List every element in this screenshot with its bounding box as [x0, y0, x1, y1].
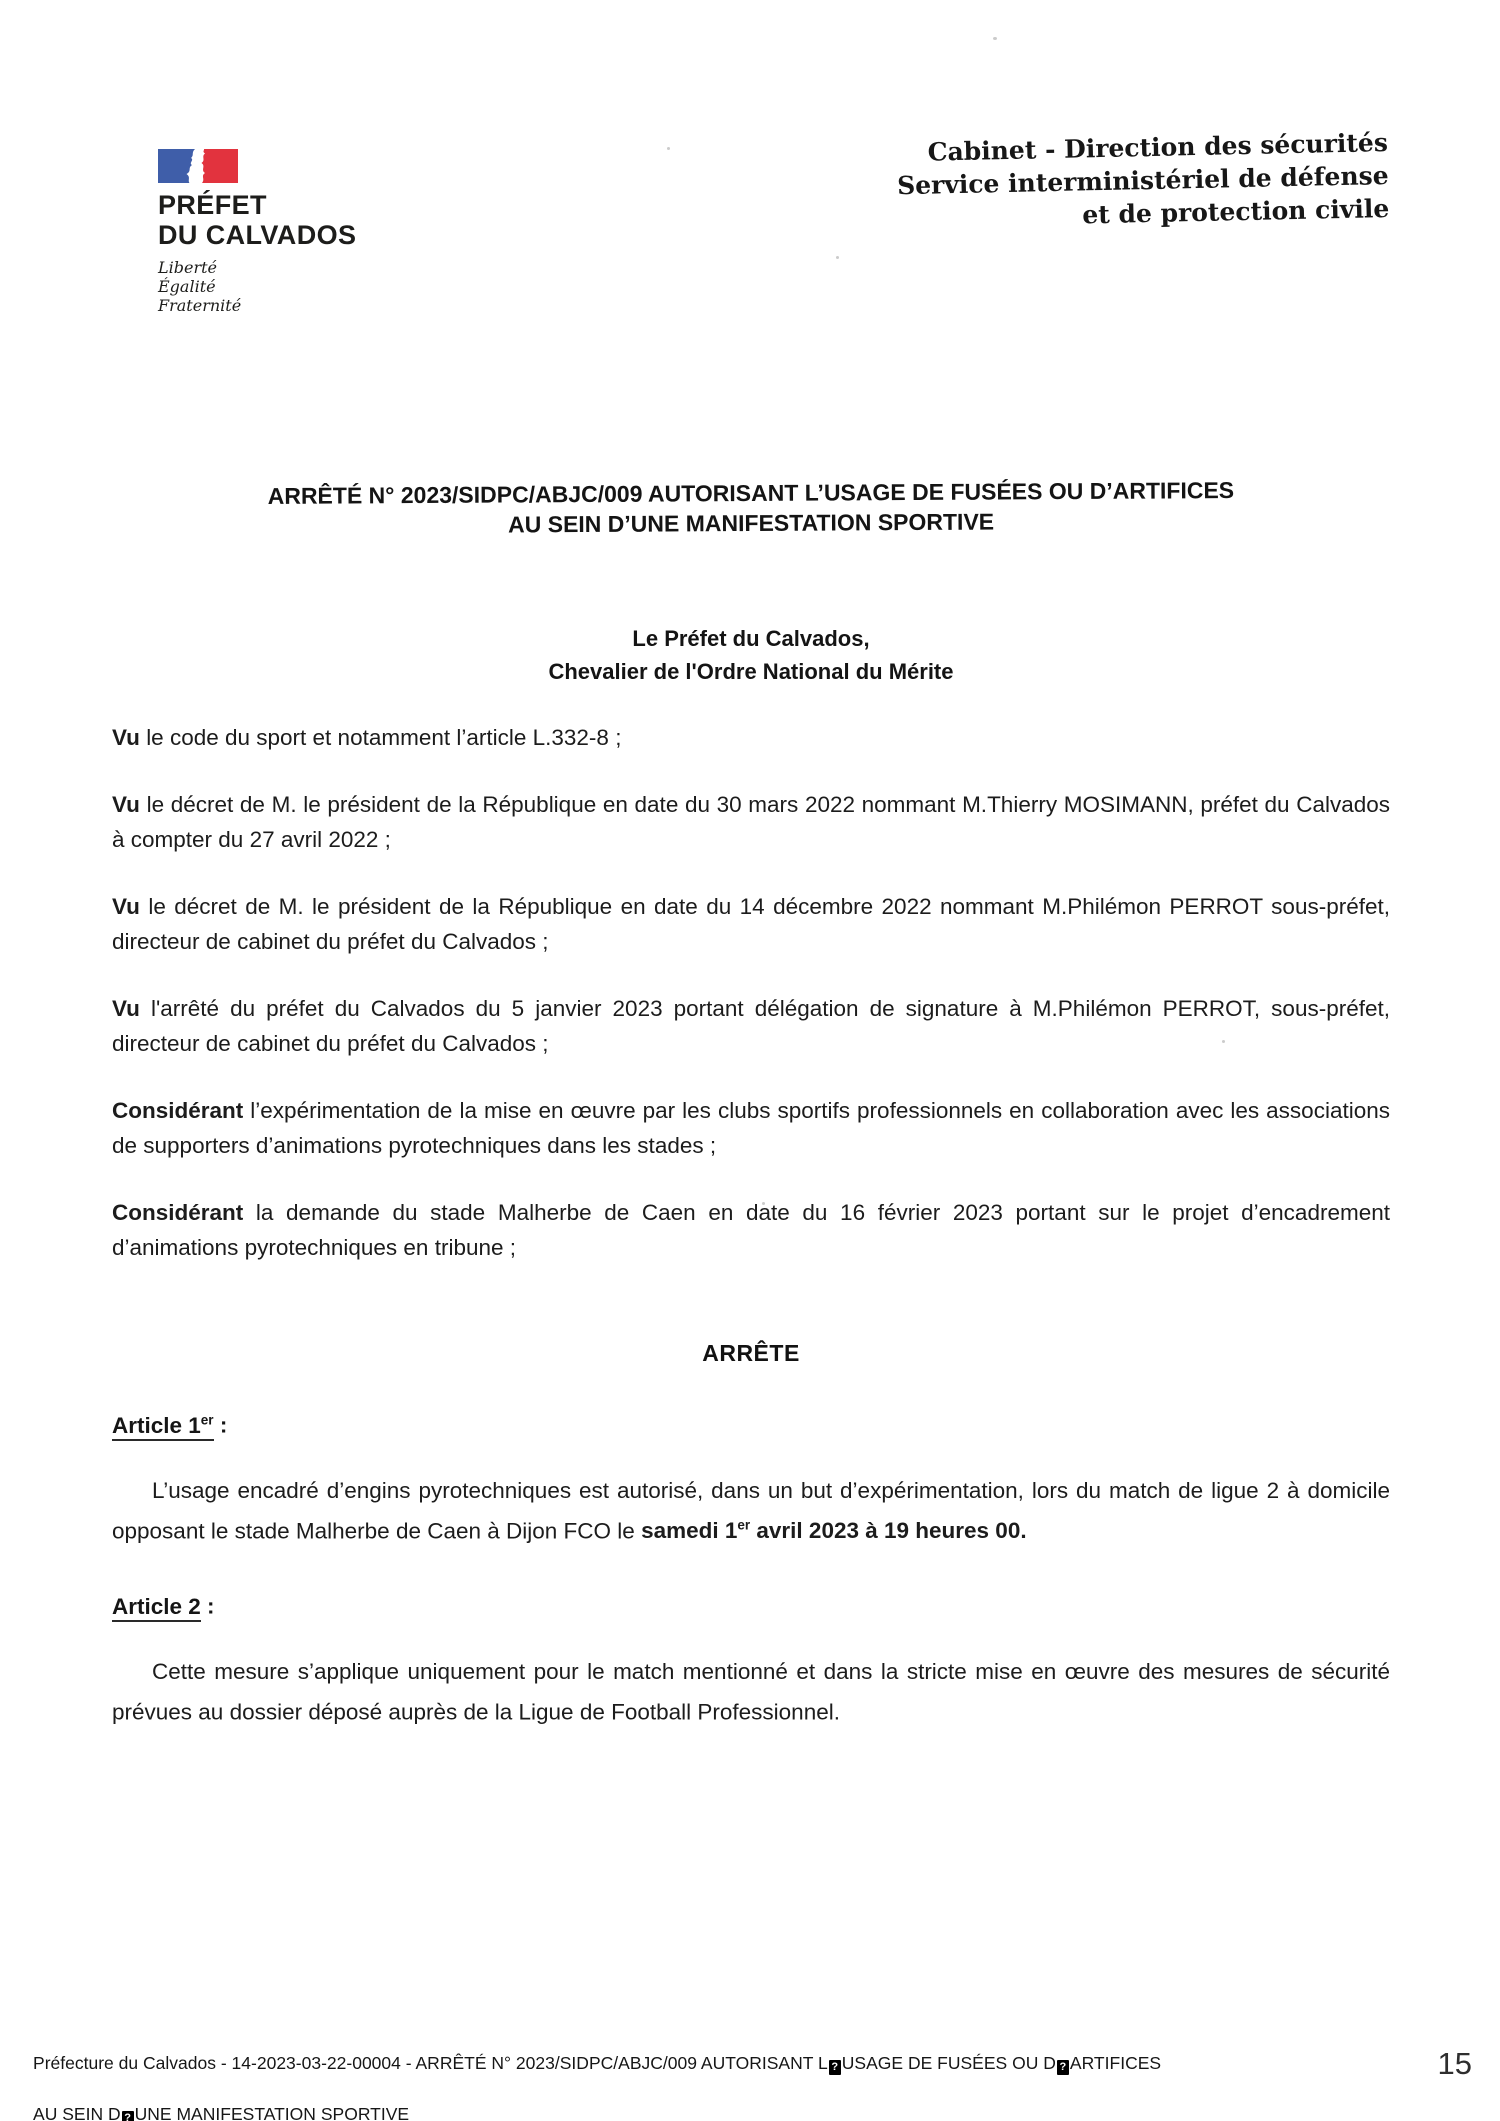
scan-speck: [762, 1202, 765, 1205]
salutation: [112, 622, 1390, 688]
recital-vu-1: [112, 720, 1390, 755]
salutation-line1: Le Préfet du Calvados,: [632, 626, 870, 651]
article-1-heading-underlined: [112, 1413, 214, 1441]
recital-text: le décret de M. le président de la République en date du 14 décembre 2022 nommant M.Philémon PERROT sous-préfet, directeur de cabinet du préfet du Calvados ;: [112, 894, 1390, 954]
article-2-colon: :: [200, 1593, 215, 1619]
issuing-service-line3: et de protection civile: [1082, 193, 1391, 230]
flag-red-shape: [202, 149, 239, 183]
document-title: [112, 474, 1390, 542]
article-1-bold-date: samedi 1er avril 2023 à 19 heures 00.: [641, 1517, 1027, 1543]
recital-considerant-1: [112, 1093, 1390, 1163]
recital-lead: Considérant: [112, 1200, 244, 1225]
recital-lead: Vu: [112, 725, 140, 750]
prefet-name: [158, 190, 356, 250]
issuing-service: [897, 126, 1390, 235]
article-1-text: L’usage encadré d’engins pyrotechniques est autorisé, dans un but d’expérimentation, lors du match de ligue 2 à domicile opposant le stade Malherbe de Caen à Dijon FCO le: [112, 1477, 1390, 1543]
article-1-body: [112, 1473, 1390, 1549]
recital-considerant-2: [112, 1195, 1390, 1265]
footer-reference-line: Préfecture du Calvados - 14-2023-03-22-00004 - ARRÊTÉ N° 2023/SIDPC/ABJC/009 AUTORISANT L ? USAGE DE FUSÉES OU D ? ARTIFICES: [33, 2053, 1162, 2073]
prefet-logo: [158, 148, 356, 315]
motto-fraternite: Fraternité: [158, 296, 242, 315]
recital-lead: Vu: [112, 996, 140, 1021]
recital-text: la demande du stade Malherbe de Caen en date du 16 février 2023 portant sur le projet d’encadrement d’animations pyrotechniques en tribune ;: [112, 1200, 1390, 1260]
article-2-text: Cette mesure s’applique uniquement pour le match mentionné et dans la stricte mise en œuvre des mesures de sécurité prévues au dossier déposé auprès de la Ligue de Football Professionnel.: [112, 1658, 1390, 1724]
decree-heading: ARRÊTE: [702, 1340, 800, 1366]
recital-text: l'arrêté du préfet du Calvados du 5 janvier 2023 portant délégation de signature à M.Philémon PERROT, sous-préfet, directeur de cabinet du préfet du Calvados ;: [112, 996, 1390, 1056]
recital-lead: Vu: [112, 894, 140, 919]
article-1-colon: :: [213, 1412, 228, 1438]
scan-speck: [993, 37, 997, 40]
flag-blue-shape: [158, 149, 195, 183]
recital-lead: Considérant: [112, 1098, 244, 1123]
replacement-char-glyph: ?: [1057, 2060, 1069, 2075]
republic-motto: [158, 258, 356, 315]
issuing-service-line2: Service interministériel de défense: [897, 160, 1390, 201]
prefet-name-line1: PRÉFET: [158, 190, 267, 220]
document-title-line1: ARRÊTÉ N° 2023/SIDPC/ABJC/009 AUTORISANT L’USAGE DE FUSÉES OU D’ARTIFICES: [267, 477, 1235, 509]
article-1-label: Article 1: [112, 1412, 201, 1438]
scan-speck: [836, 256, 839, 259]
recital-text: le décret de M. le président de la République en date du 30 mars 2022 nommant M.Thierry MOSIMANN, préfet du Calvados à compter du 27 avril 2022 ;: [112, 792, 1390, 852]
scan-speck: [667, 147, 670, 150]
replacement-char-glyph: ?: [829, 2060, 841, 2075]
recital-vu-3: [112, 889, 1390, 959]
replacement-char-glyph: ?: [122, 2111, 134, 2121]
scan-speck: [1222, 1040, 1225, 1043]
motto-liberte: Liberté: [158, 258, 217, 277]
issuing-service-line1: Cabinet - Direction des sécurités: [927, 127, 1389, 167]
article-2-heading: [112, 1593, 1390, 1620]
prefet-name-line2: DU CALVADOS: [158, 220, 357, 250]
article-1-sup: er: [200, 1412, 214, 1427]
page-number: 15: [1437, 2046, 1472, 2081]
article-2-label: Article 2: [112, 1593, 201, 1619]
masthead: [0, 0, 1500, 340]
article-1-heading: [112, 1412, 1390, 1439]
document-title-line2: AU SEIN D’UNE MANIFESTATION SPORTIVE: [508, 508, 995, 538]
recital-text: l’expérimentation de la mise en œuvre par les clubs sportifs professionnels en collaboration avec les associations de supporters d’animations pyrotechniques dans les stades ;: [112, 1098, 1390, 1158]
motto-egalite: Égalité: [158, 277, 216, 296]
marianne-flag-icon: [158, 148, 238, 184]
recital-vu-2: [112, 787, 1390, 857]
recital-vu-4: [112, 991, 1390, 1061]
footer-reference-line-2: AU SEIN D ? UNE MANIFESTATION SPORTIVE: [33, 2104, 409, 2121]
recital-lead: Vu: [112, 792, 140, 817]
article-2-body: [112, 1654, 1390, 1730]
salutation-line2: Chevalier de l'Ordre National du Mérite: [548, 659, 954, 684]
article-2-heading-underlined: [112, 1594, 201, 1622]
recital-text: le code du sport et notamment l’article L.332-8 ;: [146, 725, 622, 750]
